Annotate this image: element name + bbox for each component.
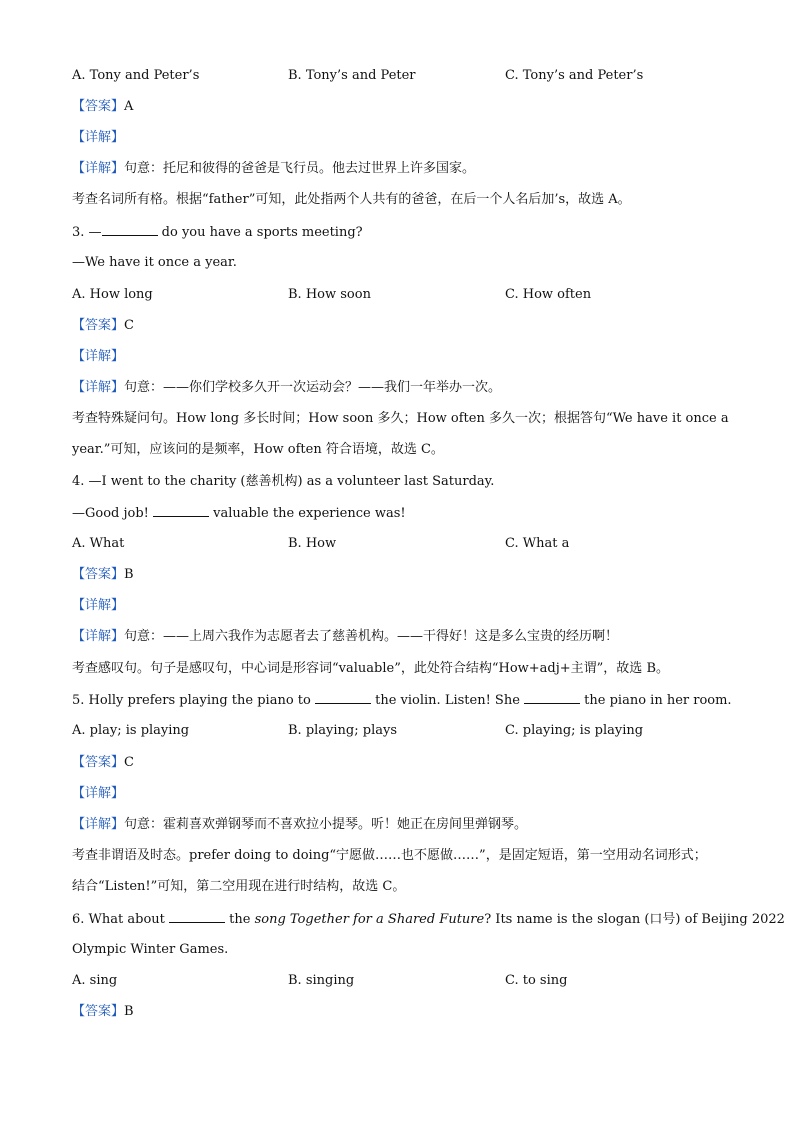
answer-blank [153, 504, 209, 517]
answer-tag: 【答案】 [72, 318, 125, 333]
q5-option-c: C. playing; is playing [505, 723, 644, 738]
q2-option-c: C. Tony’s and Peter’s [505, 68, 644, 83]
q4-detail-heading: 【详解】 [72, 598, 125, 613]
detail-text: 句意：——你们学校多久开一次运动会？——我们一年举办一次。 [124, 380, 502, 395]
q4-detail-line2: 考查感叹句。句子是感叹句，中心词是形容词“valuable”，此处符合结构“How+adj+主谓”，故选 B。 [72, 661, 669, 676]
song-title: song Together for a Shared Future [254, 912, 485, 927]
detail-tag: 【详解】 [72, 380, 125, 395]
answer-blank [169, 910, 225, 923]
q6-answer [72, 1003, 134, 1021]
q4-answer [72, 566, 134, 584]
stem-suffix: the piano in her room. [580, 693, 732, 708]
q5-detail-line2: 考查非谓语及时态。prefer doing to doing“宁愿做……也不愿做……”，是固定短语，第一空用动名词形式； [72, 848, 707, 863]
answer-blank [102, 223, 158, 236]
answer-tag: 【答案】 [72, 1004, 125, 1019]
q2-detail-heading: 【详解】 [72, 130, 125, 145]
stem-prefix: —Good job! [72, 506, 154, 521]
q4-option-a: A. What [72, 536, 125, 551]
q5-detail-heading: 【详解】 [72, 786, 125, 801]
q2-detail-line2: 考查名词所有格。根据“father”可知，此处指两个人共有的爸爸，在后一个人名后加’s，故选 A。 [72, 192, 631, 207]
q6-stem-line2: Olympic Winter Games. [72, 942, 229, 957]
stem-suffix: do you have a sports meeting? [157, 225, 363, 240]
q4-stem-line1: 4. —I went to the charity (慈善机构) as a volunteer last Saturday. [72, 474, 495, 489]
q3-option-c: C. How often [505, 287, 592, 302]
answer-tag: 【答案】 [72, 99, 125, 114]
q3-stem-line2: —We have it once a year. [72, 255, 237, 270]
q5-option-b: B. playing; plays [288, 723, 398, 738]
q3-detail-line3: year.”可知，应该问的是频率，How often 符合语境，故选 C。 [72, 442, 444, 457]
detail-tag: 【详解】 [72, 629, 125, 644]
detail-tag: 【详解】 [72, 817, 125, 832]
q3-answer [72, 317, 134, 335]
answer-value: C [124, 318, 134, 333]
q4-detail-line1 [72, 628, 618, 646]
q3-option-a: A. How long [72, 287, 153, 302]
stem-middle: the [225, 912, 255, 927]
q5-stem [72, 691, 732, 710]
answer-blank-2 [524, 691, 580, 704]
q2-answer [72, 98, 133, 116]
answer-value: B [124, 1004, 134, 1019]
stem-middle: the violin. Listen! She [370, 693, 525, 708]
q3-option-b: B. How soon [288, 287, 371, 302]
answer-tag: 【答案】 [72, 755, 125, 770]
answer-tag: 【答案】 [72, 567, 125, 582]
detail-text: 句意：托尼和彼得的爸爸是飞行员。他去过世界上许多国家。 [124, 161, 476, 176]
q3-stem-line1 [72, 223, 363, 242]
detail-text: 句意：霍莉喜欢弹钢琴而不喜欢拉小提琴。听！她正在房间里弹钢琴。 [124, 817, 528, 832]
answer-value: A [124, 99, 134, 114]
q5-option-a: A. play; is playing [72, 723, 190, 738]
q5-detail-line3: 结合“Listen!”可知，第二空用现在进行时结构，故选 C。 [72, 879, 406, 894]
stem-prefix: 3. — [72, 225, 102, 240]
q6-option-b: B. singing [288, 973, 355, 988]
stem-suffix: valuable the experience was! [209, 506, 406, 521]
q6-option-a: A. sing [72, 973, 118, 988]
answer-blank-1 [315, 691, 371, 704]
q2-option-b: B. Tony’s and Peter [288, 68, 416, 83]
q5-detail-line1 [72, 816, 527, 834]
q4-option-c: C. What a [505, 536, 570, 551]
q3-detail-heading: 【详解】 [72, 349, 125, 364]
detail-text: 句意：——上周六我作为志愿者去了慈善机构。——干得好！这是多么宝贵的经历啊！ [124, 629, 619, 644]
answer-value: B [124, 567, 134, 582]
q3-detail-line1 [72, 379, 501, 397]
q3-detail-line2: 考查特殊疑问句。How long 多长时间；How soon 多久；How often 多久一次；根据答句“We have it once a [72, 411, 729, 426]
q2-option-a: A. Tony and Peter’s [72, 68, 200, 83]
stem-suffix: ? Its name is the slogan (口号) of Beijing 2022 [484, 912, 785, 927]
q4-stem-line2 [72, 504, 406, 523]
q2-detail-line1 [72, 160, 475, 178]
answer-value: C [124, 755, 134, 770]
q6-stem-line1 [72, 910, 785, 929]
detail-tag: 【详解】 [72, 161, 125, 176]
stem-prefix: 5. Holly prefers playing the piano to [72, 693, 315, 708]
stem-prefix: 6. What about [72, 912, 170, 927]
q4-option-b: B. How [288, 536, 337, 551]
q5-answer [72, 754, 134, 772]
q6-option-c: C. to sing [505, 973, 568, 988]
